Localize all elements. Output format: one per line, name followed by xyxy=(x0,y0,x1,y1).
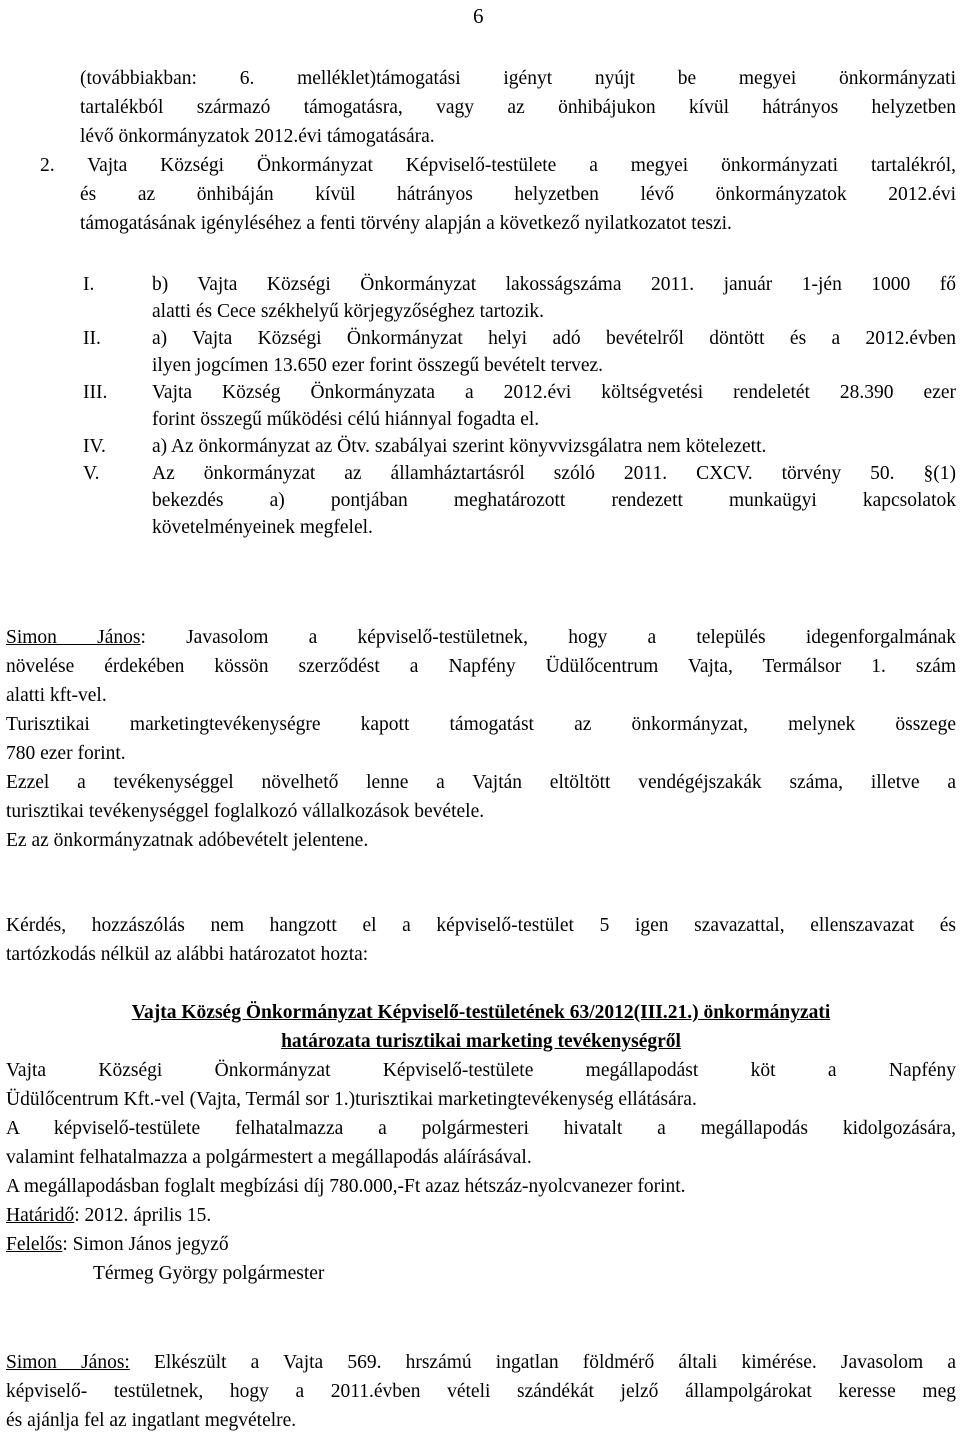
resolution-line: A képviselő-testülete felhatalmazza a polgármesteri hivatalt a megállapodás kidolgozására, xyxy=(6,1118,956,1139)
responsible-value: : Simon János jegyző xyxy=(62,1234,229,1255)
resolution-title: Vajta Község Önkormányzat Képviselő-testületének 63/2012(III.21.) önkormányzati xyxy=(131,1002,831,1023)
declaration-list xyxy=(6,271,956,541)
proposal-line: növelése érdekében kössön szerződést a Napfény Üdülőcentrum Vajta, Termálsor 1. szám xyxy=(6,656,956,677)
deadline-line xyxy=(6,1201,956,1230)
vote-paragraph xyxy=(6,911,956,969)
deadline-label: Határidő xyxy=(6,1205,75,1226)
responsible-line xyxy=(6,1230,956,1259)
declaration-number: V. xyxy=(83,463,100,484)
resolution-line: Üdülőcentrum Kft.-vel (Vajta, Termál sor 1.)turisztikai marketingtevékenység ellátására. xyxy=(6,1089,697,1110)
declaration-item xyxy=(6,379,956,433)
declaration-line: forint összegű működési célú hiánnyal fogadta el. xyxy=(152,409,540,430)
declaration-line: b) Vajta Községi Önkormányzat lakosságszáma 2011. január 1-jén 1000 fő xyxy=(152,274,956,295)
declaration-line: alatti és Cece székhelyű körjegyzőséghez tartozik. xyxy=(152,301,544,322)
proposal-line: és ajánlja fel az ingatlant megvételre. xyxy=(6,1410,297,1431)
deadline-value: : 2012. április 15. xyxy=(74,1205,212,1226)
proposal-line: 780 ezer forint. xyxy=(6,743,126,764)
intro-line: és az önhibáján kívül hátrányos helyzetben lévő önkormányzatok 2012.évi xyxy=(80,184,956,205)
intro-line: lévő önkormányzatok 2012.évi támogatására. xyxy=(80,126,435,147)
proposal-line: Turisztikai marketingtevékenységre kapott támogatást az önkormányzat, melynek összege xyxy=(6,714,956,735)
resolution-title: határozata turisztikai marketing tevékenységről xyxy=(281,1031,681,1052)
simon-proposal-2 xyxy=(6,1348,956,1435)
resolution xyxy=(6,998,956,1288)
declaration-item xyxy=(6,460,956,541)
proposal-line: turisztikai tevékenységgel foglalkozó vállalkozások bevétele. xyxy=(6,801,485,822)
proposal-line: képviselő- testületnek, hogy a 2011.évben vételi szándékát jelző állampolgárokat keresse meg xyxy=(6,1381,956,1402)
declaration-line: bekezdés a) pontjában meghatározott rendezett munkaügyi kapcsolatok xyxy=(152,490,956,511)
simon-proposal xyxy=(6,623,956,855)
declaration-number: IV. xyxy=(83,436,106,457)
resolution-line: Vajta Községi Önkormányzat Képviselő-testülete megállapodást köt a Napfény xyxy=(6,1060,956,1081)
intro-line: támogatásának igényléséhez a fenti törvény alapján a következő nyilatkozatot teszi. xyxy=(80,213,732,234)
declaration-line: a) Vajta Községi Önkormányzat helyi adó bevételről döntött és a 2012.évben xyxy=(152,328,956,349)
speaker-name: Simon János xyxy=(6,627,141,648)
responsible-line-2: Térmeg György polgármester xyxy=(93,1263,325,1284)
page-number: 6 xyxy=(473,4,484,28)
resolution-line: valamint felhatalmazza a polgármestert a megállapodás aláírásával. xyxy=(6,1147,532,1168)
declaration-number: I. xyxy=(83,274,95,295)
proposal-line: alatti kft-vel. xyxy=(6,685,107,706)
vote-line: Kérdés, hozzászólás nem hangzott el a képviselő-testület 5 igen szavazattal, ellenszavazat és xyxy=(6,915,956,936)
proposal-line: Ez az önkormányzatnak adóbevételt jelentene. xyxy=(6,830,369,851)
intro-line: 2. Vajta Községi Önkormányzat Képviselő-testülete a megyei önkormányzati tartalékról, xyxy=(40,155,956,176)
intro-line: tartalékból származó támogatásra, vagy az önhibájukon kívül hátrányos helyzetben xyxy=(80,97,956,118)
resolution-line: A megállapodásban foglalt megbízási díj 780.000,-Ft azaz hétszáz-nyolcvanezer forint. xyxy=(6,1176,686,1197)
declaration-number: II. xyxy=(83,328,101,349)
declaration-line: Az önkormányzat az államháztartásról szóló 2011. CXCV. törvény 50. §(1) xyxy=(152,463,956,484)
declaration-line: a) Az önkormányzat az Ötv. szabályai szerint könyvvizsgálatra nem kötelezett. xyxy=(152,436,767,457)
intro-line: (továbbiakban: 6. melléklet)támogatási igényt nyújt be megyei önkormányzati xyxy=(80,68,956,89)
proposal-line: Simon János: Javasolom a képviselő-testületnek, hogy a település idegenforgalmának xyxy=(6,627,956,648)
intro-item-1 xyxy=(80,64,956,151)
proposal-line: Simon János: Elkészült a Vajta 569. hrszámú ingatlan földmérő általi kimérése. Javasolom a xyxy=(6,1352,956,1373)
declaration-item xyxy=(6,433,956,460)
speaker-name: Simon János: xyxy=(6,1352,130,1373)
declaration-line: követelményeinek megfelel. xyxy=(152,517,373,538)
intro-item-2 xyxy=(40,151,956,238)
declaration-item xyxy=(6,271,956,325)
declaration-line: ilyen jogcímen 13.650 ezer forint összegű bevételt tervez. xyxy=(152,355,604,376)
declaration-number: III. xyxy=(83,382,108,403)
proposal-line: Ezzel a tevékenységgel növelhető lenne a Vajtán eltöltött vendégéjszakák száma, illetve a xyxy=(6,772,956,793)
responsible-label: Felelős xyxy=(6,1234,63,1255)
declaration-line: Vajta Község Önkormányzata a 2012.évi költségvetési rendeletét 28.390 ezer xyxy=(152,382,956,403)
vote-line: tartózkodás nélkül az alábbi határozatot hozta: xyxy=(6,944,369,965)
declaration-item xyxy=(6,325,956,379)
